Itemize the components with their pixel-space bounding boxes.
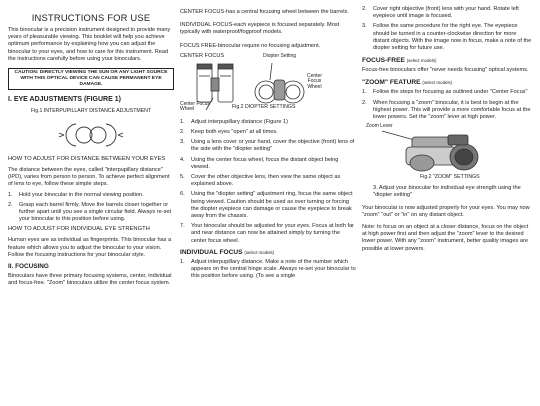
list-item: 1. Hold your binocular in the normal viewing position. [8, 191, 144, 198]
zoom-heading: "ZOOM" FEATURE (select models) [362, 79, 453, 87]
section2-heading: II. FOCUSING [8, 263, 49, 271]
fig2-center-wheel-label: Center Focus Wheel [307, 72, 323, 90]
fig2-center-focus-label: CENTER FOCUS [180, 52, 225, 59]
individual-focus-definition: INDIVIDUAL FOCUS-each eyepiece is focused separately. Most typically with waterproof/fogproof models. [180, 22, 340, 36]
individual-focus-steps-continued [362, 6, 534, 52]
list-item: 1. Adjust interpupillary distance (Figure 1) [180, 118, 289, 125]
column-3 [362, 0, 534, 253]
list-item: 1. Follow the steps for focusing as outlined under "Center Focus" [362, 89, 528, 96]
zoom-step3: 3. Adjust your binocular for individual eye strength using the "diopter setting" [373, 185, 521, 199]
list-item: 2. Grasp each barrel firmly. Move the barrels closer together or further apart until you see a single circular field. Always re-set your binocular to this position before using. [8, 201, 172, 223]
ipd-paragraph: The distance between the eyes, called "interpupillary distance" (IPD), varies from person to person. To achieve perfect alignment of lens to eye, follow these simple steps. [8, 167, 170, 188]
list-item: 5. Cover the other objective lens, then view the same object as explained above. [180, 174, 341, 188]
properly-adjusted-paragraph: Your binocular is now adjusted properly for your eyes. You may now "zoom" "out" or "in" on any distant object. [362, 204, 530, 218]
list-item: 2. Cover right objective (front) lens with your hand. Rotate left eyepiece until image is focused. [362, 6, 519, 20]
fig1-ipd-illustration [8, 117, 174, 153]
page-title: INSTRUCTIONS FOR USE [31, 12, 151, 23]
focus-free-paragraph: Focus-free binoculars offer "never needs focusing" optical systems. [362, 67, 529, 74]
fig1-caption: Fig.1 INTERPUPILLARY DISTANCE ADJUSTMENT [30, 108, 152, 115]
list-item: 1. Adjust interpupillary distance. Make a note of the number which appears on the central hinge scale. Always re-set your binocular to this position before using. (To see a single [180, 258, 356, 280]
zoom-lever-label: Zoom Lever [366, 123, 393, 130]
fig2-diopter-figure [180, 54, 356, 116]
focus-free-definition: FOCUS FREE-binocular require no focusing adjustment. [180, 42, 321, 49]
note-paragraph: Note: to focus on an object at a closer distance, focus on the object at high power first and then adjust the "zoom" lever to the desired lower power. With any "zoom" instrument, better quality images are possible at lower powers. [362, 224, 529, 252]
focusing-paragraph: Binoculars have three primary focusing systems, center, individual and focus-free. "Zoom" binoculars utilize the center focus system. [8, 273, 172, 287]
zoom-steps [362, 89, 534, 121]
section1-heading: I. EYE ADJUSTMENTS (FIGURE 1) [8, 96, 121, 104]
zoom-fig-caption: Fig.2 "ZOOM" SETTINGS [420, 174, 480, 181]
center-focus-definition: CENTER FOCUS-has a central focusing wheel between the barrels. [180, 9, 349, 15]
fig2-center-focus-wheel-label: Center Focus Wheel [180, 100, 211, 113]
individual-focus-steps [180, 259, 356, 281]
column-1 [8, 0, 174, 287]
list-item: 3. Using a lens cover or your hand, cover the objective (front) lens of the side with the "diopter setting" [180, 139, 355, 153]
column-2 [180, 0, 356, 280]
individual-focus-heading: INDIVIDUAL FOCUS (select models) [180, 248, 275, 256]
fig2-caption: Fig.2 DIOPTER SETTINGS [232, 103, 296, 110]
list-item: 6. Using the "diopter setting" adjustment ring, focus the same object being viewed. Caution should be used as over turning or forcing the diopter eyepiece can damage or cause the eyepiece to break away from the chassis. [180, 191, 353, 220]
vision-heading: HOW TO ADJUST FOR INDIVIDUAL EYE STRENGTH [8, 226, 150, 233]
intro-paragraph: This binocular is a precision instrument designed to provide many years of pleasurable viewing. This booklet will help you achieve optimum performance by explaining how you can adjust the binocular to your eyes, and how to care for this instrument. Read the instructions carefully before using your binoculars. [8, 27, 171, 62]
caution-box: CAUTION: DIRECTLY VIEWING THE SUN OR ANY LIGHT SOURCE WITH THIS OPTICAL DEVICE CAN CAUSE PERMANENT EYE DAMAGE. [8, 68, 174, 90]
list-item: 2. Keep both eyes "open" at all times. [180, 129, 278, 136]
list-item: 7. Your binocular should be adjusted for your eyes. Focus at both far and near distance can now be attained simply by turning the center focus wheel. [180, 223, 355, 244]
zoom-figure [362, 124, 534, 182]
list-item: 3. Follow the same procedure for the right eye. The eyepiece should be turned in a counter-clockwise direction for more distant objects. With the image now in focus, make a note of the diopter setting for future use. [362, 23, 532, 52]
list-item: 2. When focusing a "zoom" binocular, it is best to begin at the highest power. This will provide a more comfortable focus at the lower powers. Set the "zoom" lever at high power. [362, 99, 531, 121]
ipd-heading: HOW TO ADJUST FOR DISTANCE BETWEEN YOUR EYES [8, 156, 166, 163]
center-focus-steps [180, 119, 356, 245]
fig2-diopter-label: Diopter Setting [263, 52, 297, 59]
vision-paragraph: Human eyes are as individual as fingerprints. This binocular has a feature which allows you to adjust the binocular to your vision. Follow the focusing instructions for your binocular style. [8, 237, 172, 258]
list-item: 4. Using the center focus wheel, focus the distant object being viewed. [180, 156, 339, 170]
focus-free-heading: FOCUS-FREE (select models) [362, 57, 437, 65]
ipd-steps [8, 192, 174, 224]
